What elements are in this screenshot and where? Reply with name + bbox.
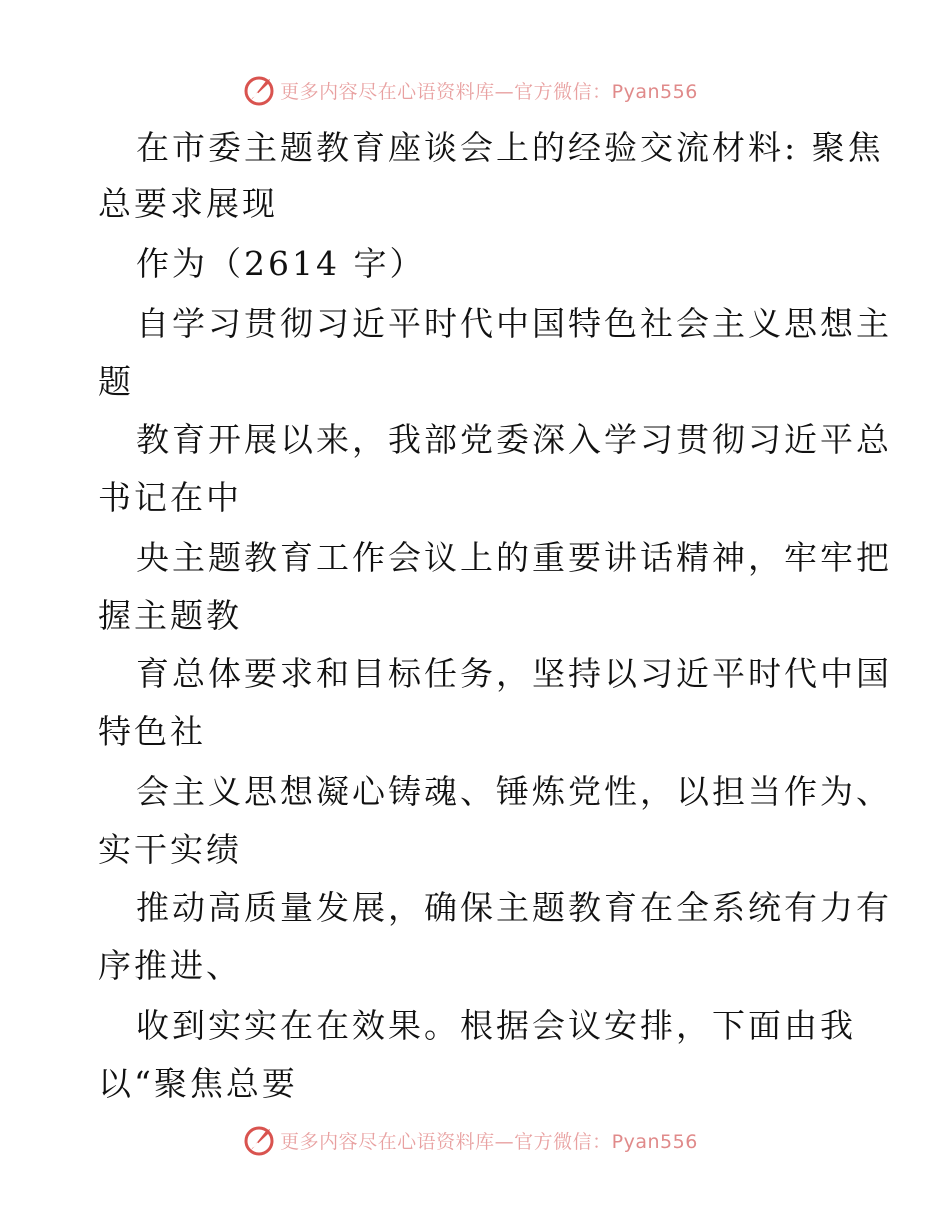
banner-text-main: 更多内容尽在心语资料库—官方微信： <box>280 1130 612 1153</box>
quill-logo-icon <box>242 1123 276 1157</box>
document-line: 教育开展以来，我部党委深入学习贯彻习近平总 <box>136 420 892 459</box>
header-banner <box>0 70 950 110</box>
document-line: 以“聚焦总要 <box>98 1064 298 1103</box>
document-line: 实干实绩 <box>98 830 242 869</box>
document-line: 收到实实在在效果。根据会议安排，下面由我 <box>136 1006 856 1045</box>
document-line: 育总体要求和目标任务，坚持以习近平时代中国 <box>136 654 892 693</box>
banner-brand: Pyan556 <box>611 1130 698 1153</box>
document-line: 总要求展现 <box>98 184 278 223</box>
document-line: 作为（2614 字） <box>136 244 426 283</box>
document-line: 握主题教 <box>98 596 242 635</box>
document-line: 自学习贯彻习近平时代中国特色社会主义思想主 <box>136 304 892 343</box>
banner-brand: Pyan556 <box>611 80 698 103</box>
footer-banner <box>0 1120 950 1160</box>
document-line: 书记在中 <box>98 478 242 517</box>
document-line: 在市委主题教育座谈会上的经验交流材料: 聚焦 <box>136 128 884 167</box>
document-line: 序推进、 <box>98 946 242 985</box>
document-line: 央主题教育工作会议上的重要讲话精神，牢牢把 <box>136 538 892 577</box>
banner-text-main: 更多内容尽在心语资料库—官方微信： <box>280 80 612 103</box>
quill-logo-icon <box>242 73 276 107</box>
header-banner-inner <box>242 73 698 107</box>
footer-banner-inner <box>242 1123 698 1157</box>
document-line: 会主义思想凝心铸魂、锤炼党性，以担当作为、 <box>136 772 892 811</box>
document-line: 题 <box>98 362 134 401</box>
banner-text <box>280 1127 698 1154</box>
document-line: 推动高质量发展，确保主题教育在全系统有力有 <box>136 888 892 927</box>
banner-text <box>280 77 698 104</box>
document-line: 特色社 <box>98 712 206 751</box>
